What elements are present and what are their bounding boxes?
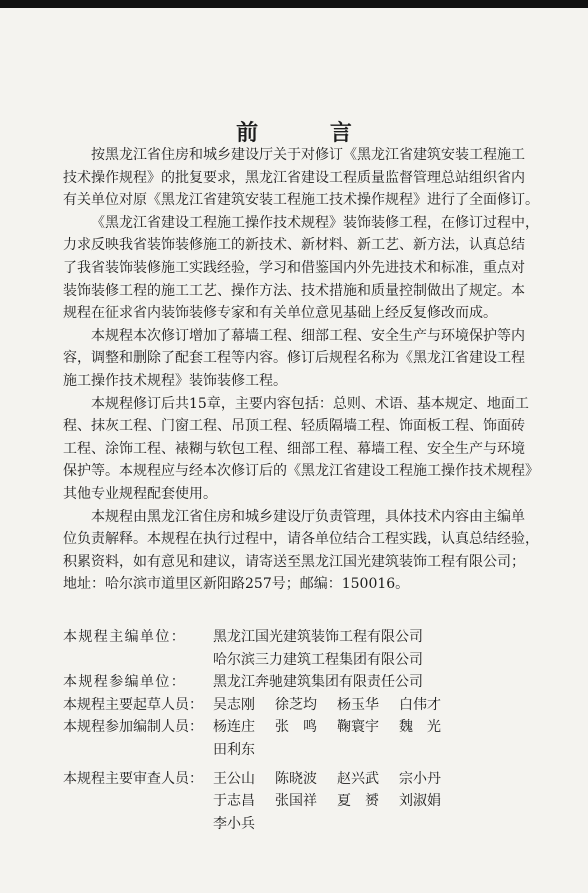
reviewers-row — [63, 768, 543, 836]
paragraph-line: 程、抹灰工程、门窗工程、吊顶工程、轻质隔墙工程、饰面板工程、饰面砖 — [63, 418, 525, 435]
paragraph-line: 了我省装饰装修施工实践经验，学习和借鉴国内外先进技术和标准，重点对 — [63, 259, 525, 276]
person-name: 李小兵 — [213, 815, 255, 832]
drafters-row — [63, 694, 543, 717]
person-name: 宗小丹 — [399, 770, 441, 787]
paragraph-line: 技术操作规程》的批复要求，黑龙江省建设工程质量监督管理总站组织省内 — [63, 169, 525, 186]
person-name: 徐芝均 — [275, 696, 317, 713]
compilers-list — [213, 716, 483, 761]
paragraph-line: 容，调整和删除了配套工程等内容。修订后规程名称为《黑龙江省建设工程 — [63, 350, 525, 367]
chief-editor-row — [63, 649, 543, 672]
person-name: 张 鸣 — [275, 719, 317, 736]
person-name: 田利东 — [213, 741, 255, 758]
participating-unit: 黑龙江奔驰建筑集团有限责任公司 — [213, 674, 423, 691]
person-name: 吴志刚 — [213, 696, 255, 713]
person-name: 王公山 — [213, 770, 255, 787]
person-name: 魏 光 — [399, 719, 441, 736]
participating-unit-row — [63, 671, 543, 694]
paragraph-4 — [63, 393, 543, 506]
paragraph-2 — [63, 212, 543, 325]
person-name: 刘淑娟 — [399, 793, 441, 810]
chief-editor-unit: 哈尔滨三力建筑工程集团有限公司 — [213, 651, 423, 668]
person-name: 张国祥 — [275, 793, 317, 810]
person-name: 于志昌 — [213, 793, 255, 810]
paragraph-line: 施工操作技术规程》装饰装修工程。 — [63, 372, 287, 389]
participating-unit-label: 本规程参编单位： — [63, 674, 187, 691]
paragraph-line: 按黑龙江省住房和城乡建设厅关于对修订《黑龙江省建筑安装工程施工 — [91, 147, 525, 163]
paragraph-line: 位负责解释。本规程在执行过程中，请各单位结合工程实践，认真总结经验， — [63, 531, 539, 548]
paragraph-line: 装饰装修工程的施工工艺、操作方法、技术措施和质量控制做出了规定。本 — [63, 282, 525, 299]
paragraph-line: 地址：哈尔滨市道里区新阳路257号；邮编：150016。 — [63, 576, 410, 593]
paragraph-line: 规程在征求省内装饰装修专家和有关单位意见基础上经反复修改而成。 — [63, 305, 497, 322]
paragraph-line: 其他专业规程配套使用。 — [63, 485, 217, 502]
chief-editor-unit: 黑龙江国光建筑装饰工程有限公司 — [213, 629, 423, 645]
paragraph-line: 保护等。本规程应与经本次修订后的《黑龙江省建设工程施工操作技术规程》 — [63, 463, 539, 480]
paragraph-line: 力求反映我省装饰装修施工的新技术、新材料、新工艺、新方法，认真总结 — [63, 237, 525, 254]
paragraph-line: 有关单位对原《黑龙江省建筑安装工程施工技术操作规程》进行了全面修订。 — [63, 192, 539, 209]
preface-body — [63, 144, 543, 596]
person-name: 陈晓波 — [275, 770, 317, 787]
person-name: 杨连庄 — [213, 719, 255, 736]
drafters-label: 本规程主要起草人员： — [63, 696, 203, 713]
compilers-label: 本规程参加编制人员： — [63, 719, 203, 736]
person-name: 赵兴武 — [337, 770, 379, 787]
chief-editor-label: 本规程主编单位： — [63, 629, 187, 645]
paragraph-line: 本规程修订后共15章，主要内容包括：总则、术语、基本规定、地面工 — [91, 395, 529, 412]
paragraph-1 — [63, 144, 543, 212]
paragraph-line: 积累资料，如有意见和建议，请寄送至黑龙江国光建筑装饰工程有限公司； — [63, 553, 525, 570]
person-name: 夏 赟 — [337, 793, 379, 810]
page-title: 前 言 — [236, 120, 384, 146]
paragraph-line: 本规程由黑龙江省住房和城乡建设厅负责管理，具体技术内容由主编单 — [91, 508, 525, 525]
person-name: 鞠寰宇 — [337, 719, 379, 736]
chief-editor-row — [63, 626, 543, 649]
person-name: 白伟才 — [399, 696, 441, 713]
paragraph-3 — [63, 325, 543, 393]
paragraph-line: 本规程本次修订增加了幕墙工程、细部工程、安全生产与环境保护等内 — [91, 327, 525, 344]
reviewers-label: 本规程主要审查人员： — [63, 770, 203, 787]
paragraph-line: 《黑龙江省建设工程施工操作技术规程》装饰装修工程，在修订过程中， — [91, 214, 539, 231]
paragraph-5 — [63, 506, 543, 596]
drafters-list — [213, 694, 483, 717]
credits-block — [63, 626, 543, 835]
person-name: 杨玉华 — [337, 696, 379, 713]
compilers-row — [63, 716, 543, 761]
label-spacer — [63, 649, 213, 672]
reviewers-list — [213, 768, 483, 836]
paragraph-line: 工程、涂饰工程、裱糊与软包工程、细部工程、幕墙工程、安全生产与环境 — [63, 440, 525, 457]
